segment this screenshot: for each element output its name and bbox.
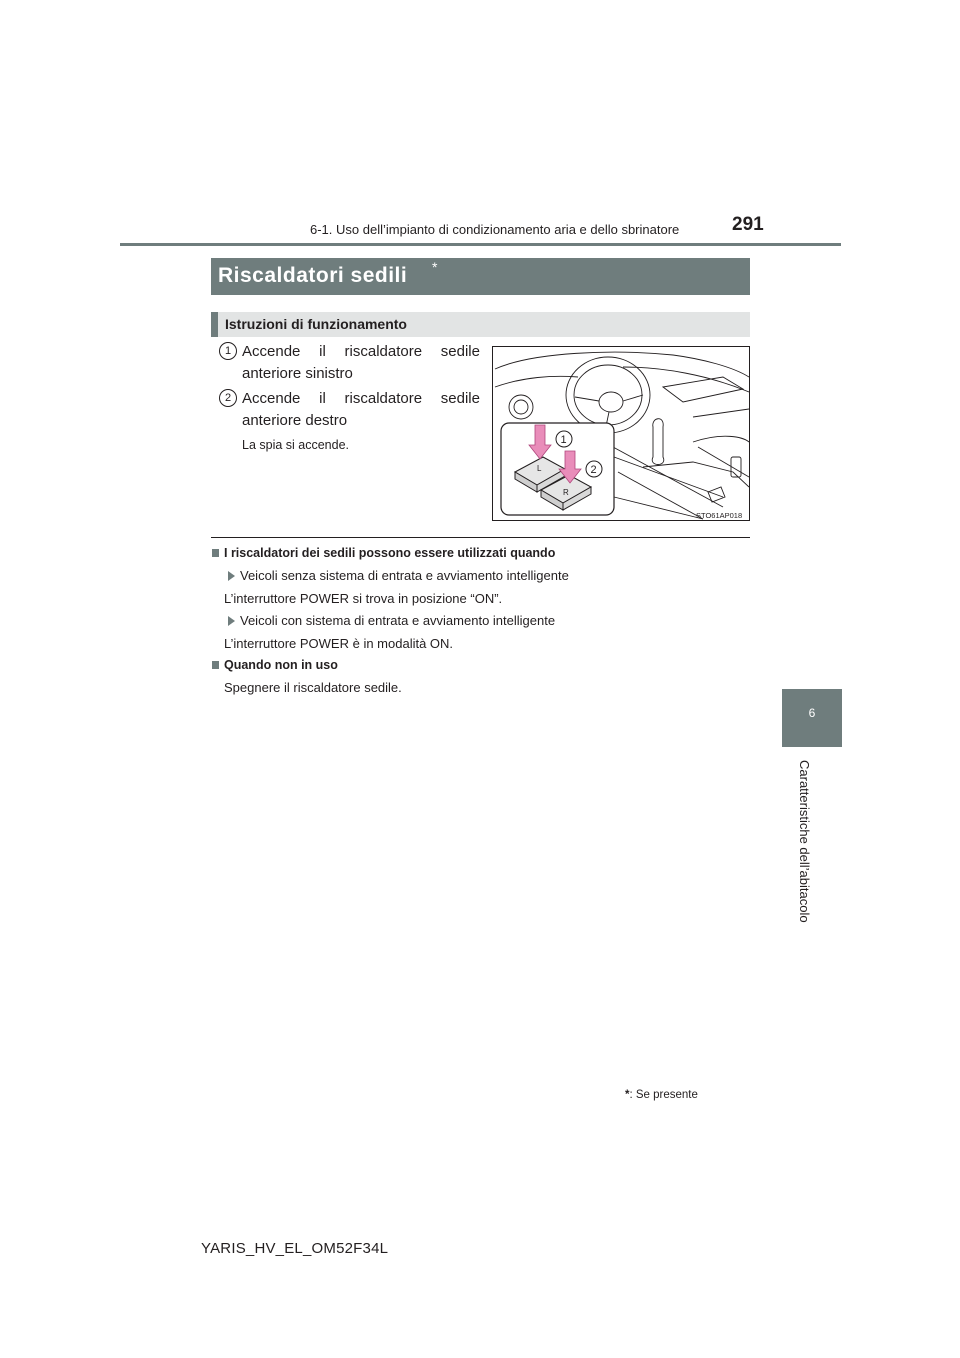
step-1-number: 1 bbox=[219, 342, 237, 360]
section-divider bbox=[211, 537, 750, 538]
chapter-side-label: Caratteristiche dell’abitacolo bbox=[797, 760, 812, 923]
illustration-drawing bbox=[493, 347, 749, 520]
switch-label-left: L bbox=[537, 464, 542, 473]
footnote-asterisk: * bbox=[625, 1089, 630, 1101]
condition-1: Veicoli senza sistema di entrata e avviamento intelligente bbox=[240, 568, 569, 583]
step-1-text: Accende il riscaldatore sedile anteriore sinistro bbox=[242, 343, 480, 382]
step-2-text: Accende il riscaldatore sedile anteriore destro bbox=[242, 390, 480, 429]
triangle-bullet-icon bbox=[228, 616, 235, 626]
switch-label-right: R bbox=[563, 488, 569, 497]
square-bullet-icon bbox=[212, 661, 219, 669]
running-header: 6-1. Uso dell’impianto di condizionamento aria e dello sbrinatore bbox=[310, 222, 680, 237]
condition-1-text: L’interruttore POWER si trova in posizione “ON”. bbox=[224, 591, 503, 606]
condition-2: Veicoli con sistema di entrata e avviamento intelligente bbox=[240, 613, 556, 628]
square-bullet-icon bbox=[212, 549, 219, 557]
page-title: Riscaldatori sedili bbox=[218, 264, 408, 287]
triangle-bullet-icon bbox=[228, 571, 235, 581]
document-id: YARIS_HV_EL_OM52F34L bbox=[201, 1240, 389, 1257]
subheading-accent bbox=[211, 312, 218, 337]
subheading: Istruzioni di funzionamento bbox=[225, 316, 407, 332]
footnote-text: : Se presente bbox=[629, 1089, 698, 1101]
callout-1: 1 bbox=[560, 434, 567, 446]
illustration-code: STO61AP018 bbox=[696, 511, 743, 520]
note-heading-usable: I riscaldatori dei sedili possono essere utilizzati quando bbox=[224, 546, 556, 560]
header-rule bbox=[120, 243, 841, 246]
title-asterisk-mark: * bbox=[432, 259, 438, 275]
page-number: 291 bbox=[732, 214, 764, 235]
step-2-number: 2 bbox=[219, 389, 237, 407]
callout-2: 2 bbox=[590, 464, 597, 476]
step-note: La spia si accende. bbox=[242, 438, 350, 452]
footnote bbox=[625, 1089, 698, 1101]
seat-heater-switch-illustration bbox=[492, 346, 750, 521]
note-heading-not-in-use: Quando non in uso bbox=[224, 658, 338, 672]
condition-2-text: L’interruttore POWER è in modalità ON. bbox=[224, 636, 454, 651]
chapter-tab-number: 6 bbox=[808, 706, 816, 720]
not-in-use-text: Spegnere il riscaldatore sedile. bbox=[224, 680, 402, 695]
